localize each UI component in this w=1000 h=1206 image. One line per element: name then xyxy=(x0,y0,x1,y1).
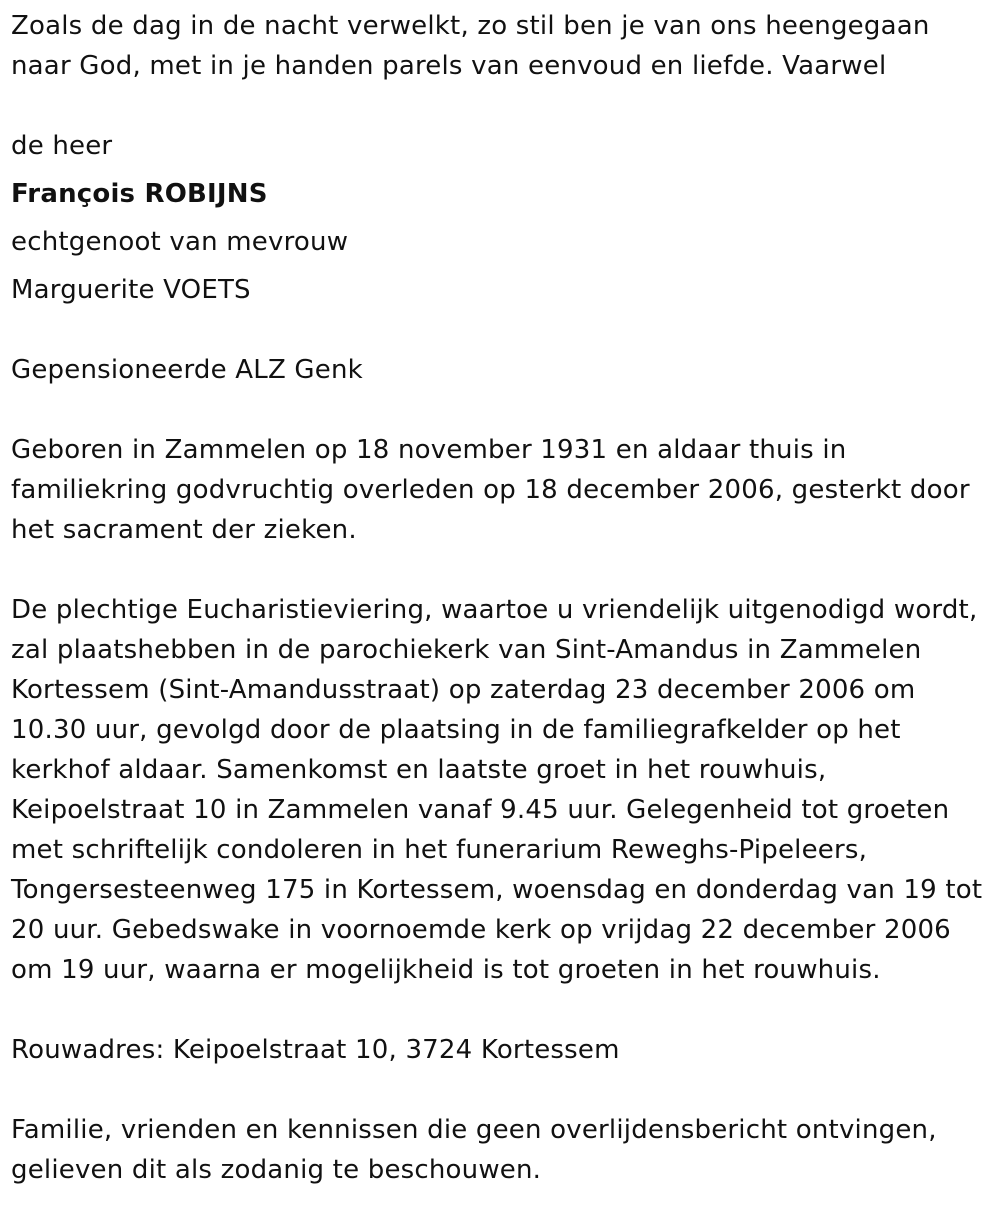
ceremony-line-7: met schriftelijk condoleren in het funerarium Reweghs-Pipeleers, xyxy=(11,835,868,865)
ceremony-line-8: Tongersesteenweg 175 in Kortessem, woensdag en donderdag van 19 tot xyxy=(11,875,983,905)
ceremony-line-5: kerkhof aldaar. Samenkomst en laatste groet in het rouwhuis, xyxy=(11,755,827,785)
deceased-name: François ROBIJNS xyxy=(11,179,268,209)
birth-death-line-2: familiekring godvruchtig overleden op 18 december 2006, gesterkt door xyxy=(11,475,970,505)
intro-line-2: naar God, met in je handen parels van eenvoud en liefde. Vaarwel xyxy=(11,51,887,81)
ceremony-line-9: 20 uur. Gebedswake in voornoemde kerk op vrijdag 22 december 2006 xyxy=(11,915,951,945)
spouse-name: Marguerite VOETS xyxy=(11,275,251,305)
birth-death-line-1: Geboren in Zammelen op 18 november 1931 en aldaar thuis in xyxy=(11,435,847,465)
birth-death-line-3: het sacrament der zieken. xyxy=(11,515,357,545)
spouse-relation: echtgenoot van mevrouw xyxy=(11,227,349,257)
mourning-address: Rouwadres: Keipoelstraat 10, 3724 Kortessem xyxy=(11,1035,620,1065)
ceremony-line-4: 10.30 uur, gevolgd door de plaatsing in de familiegrafkelder op het xyxy=(11,715,901,745)
ceremony-line-6: Keipoelstraat 10 in Zammelen vanaf 9.45 uur. Gelegenheid tot groeten xyxy=(11,795,950,825)
ceremony-line-2: zal plaatshebben in de parochiekerk van Sint-Amandus in Zammelen xyxy=(11,635,922,665)
occupation: Gepensioneerde ALZ Genk xyxy=(11,355,363,385)
ceremony-line-10: om 19 uur, waarna er mogelijkheid is tot groeten in het rouwhuis. xyxy=(11,955,881,985)
intro-line-1: Zoals de dag in de nacht verwelkt, zo stil ben je van ons heengegaan xyxy=(11,11,930,41)
closing-line-1: Familie, vrienden en kennissen die geen overlijdensbericht ontvingen, xyxy=(11,1115,937,1145)
closing-line-2: gelieven dit als zodanig te beschouwen. xyxy=(11,1155,542,1185)
title-prefix: de heer xyxy=(11,131,113,161)
ceremony-line-1: De plechtige Eucharistieviering, waartoe u vriendelijk uitgenodigd wordt, xyxy=(11,595,978,625)
ceremony-line-3: Kortessem (Sint-Amandusstraat) op zaterdag 23 december 2006 om xyxy=(11,675,916,705)
